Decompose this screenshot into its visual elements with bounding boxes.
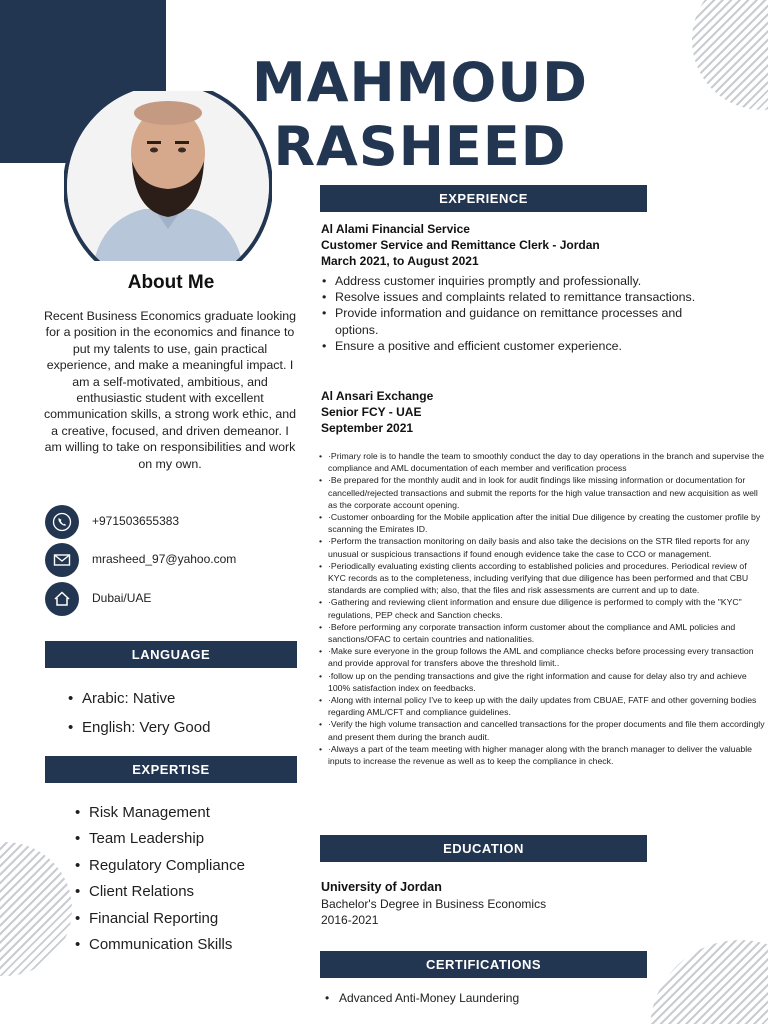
expertise-list xyxy=(73,800,245,958)
email-address[interactable]: mrasheed_97@yahoo.com xyxy=(92,552,237,566)
about-title: About Me xyxy=(127,272,215,293)
job-dates: September 2021 xyxy=(321,420,414,435)
list-item: • Advanced Anti-Money Laundering xyxy=(323,990,519,1006)
list-item: • Ensure a positive and efficient customer experience. xyxy=(320,338,700,354)
job-role: Customer Service and Remittance Clerk - Jordan xyxy=(321,237,600,252)
list-item: • Financial Reporting xyxy=(73,906,245,932)
language-list xyxy=(66,684,210,742)
list-item: • ·Always a part of the team meeting with higher manager along with the branch manager to deliver the valuable inputs to increase the revenue as well as to keep the compliance in check. xyxy=(318,743,766,767)
list-item: • Address customer inquiries promptly and professionally. xyxy=(320,273,700,289)
language-header: LANGUAGE xyxy=(45,641,297,668)
phone-number: +971503655383 xyxy=(92,514,180,528)
contact-location xyxy=(45,582,305,616)
list-item: • English: Very Good xyxy=(66,713,210,742)
contact-email xyxy=(45,543,305,577)
job-header xyxy=(321,222,661,269)
hatched-circle-decoration xyxy=(0,842,72,976)
certifications-header: CERTIFICATIONS xyxy=(320,951,647,978)
job-company: Al Ansari Exchange xyxy=(321,389,434,403)
list-item: • ·Customer onboarding for the Mobile application after the initial Due diligence by creating the customer profile by scanning the Emirates ID. xyxy=(318,511,766,535)
job-company: Al Alami Financial Service xyxy=(321,222,470,236)
job-dates: March 2021, to August 2021 xyxy=(321,253,479,268)
list-item: • ·Before performing any corporate transaction inform customer about the compliance and AML policies and sanctions/OFAC to certain countries and nationalities. xyxy=(318,621,766,645)
list-item: • Arabic: Native xyxy=(66,684,210,713)
list-item: • Team Leadership xyxy=(73,826,245,852)
list-item: • ·Along with internal policy I've to keep up with the daily updates from CBUAE, FATF and other governing bodies regarding AML/CFT and compliance guidelines. xyxy=(318,694,766,718)
first-name: MAHMOUD xyxy=(251,51,589,114)
envelope-icon xyxy=(45,543,79,577)
list-item: • Regulatory Compliance xyxy=(73,853,245,879)
education-degree: Bachelor's Degree in Business Economics xyxy=(321,897,547,911)
hatched-circle-decoration xyxy=(650,940,768,1024)
list-item: • Resolve issues and complaints related to remittance transactions. xyxy=(320,289,700,305)
expertise-header: EXPERTISE xyxy=(45,756,297,783)
certifications-list xyxy=(323,990,519,1006)
education-years: 2016-2021 xyxy=(321,913,379,927)
experience-header: EXPERIENCE xyxy=(320,185,647,212)
location: Dubai/UAE xyxy=(92,591,152,605)
hatched-circle-decoration xyxy=(692,0,768,110)
profile-photo xyxy=(64,91,272,261)
list-item: • Risk Management xyxy=(73,800,245,826)
home-icon xyxy=(45,582,79,616)
list-item: • ·Perform the transaction monitoring on daily basis and also take the decisions on the STR filed reports for any unusual or suspicious transactions if found enough evidence take the case to CCO or management. xyxy=(318,535,766,559)
list-item: • ·Gathering and reviewing client information and ensure due diligence is performed to comply with the "KYC" regulations, PEP check and Sanction checks. xyxy=(318,596,766,620)
education-header: EDUCATION xyxy=(320,835,647,862)
list-item: • Communication Skills xyxy=(73,932,245,958)
list-item: • ·Periodically evaluating existing clients according to established policies and procedures. Periodical review of KYC records as to the completeness, including verifying that due diligence has been performed and that CBU standards are complied with; also, that the files and risk assessments are current and up to date. xyxy=(318,560,766,597)
about-text: Recent Business Economics graduate looking for a position in the economics and finance to put my talents to use, gain practical experience, and make a meaningful impact. I am a self-motivated, ambitious, and enthusiastic student with excellent communication skills, a strong work ethic, and a creative, focused, and driven demeanor. I am willing to take on responsibilities and work on my own. xyxy=(43,309,297,471)
list-item: • Client Relations xyxy=(73,879,245,905)
list-item: • ·follow up on the pending transactions and give the right information and cause for delay also try and achieve 100% satisfaction index on feedbacks. xyxy=(318,670,766,694)
education-school: University of Jordan xyxy=(321,880,442,894)
job-role: Senior FCY - UAE xyxy=(321,404,422,419)
list-item: • ·Verify the high volume transaction and cancelled transactions for the proper documents and file them accordingly and present them during the branch audit. xyxy=(318,718,766,742)
job-header xyxy=(321,389,661,436)
list-item: • ·Be prepared for the monthly audit and in look for audit findings like missing information or documentation for cancelled/rejected transactions and submit the reports for the high value transaction and new acquisition as well as the corporate account opening. xyxy=(318,474,766,511)
contact-phone xyxy=(45,505,305,539)
list-item: • ·Primary role is to handle the team to smoothly conduct the day to day operations in the branch and supervise the compliance and AML documentation of each member and verification process xyxy=(318,450,766,474)
list-item: • ·Make sure everyone in the group follows the AML and compliance checks before processing every transaction and provide approval for transfers above the threshold limit.. xyxy=(318,645,766,669)
job-bullets xyxy=(320,273,700,354)
last-name: RASHEED xyxy=(273,115,567,178)
list-item: • Provide information and guidance on remittance processes and options. xyxy=(320,305,700,337)
job-bullets xyxy=(318,450,766,767)
phone-icon xyxy=(45,505,79,539)
